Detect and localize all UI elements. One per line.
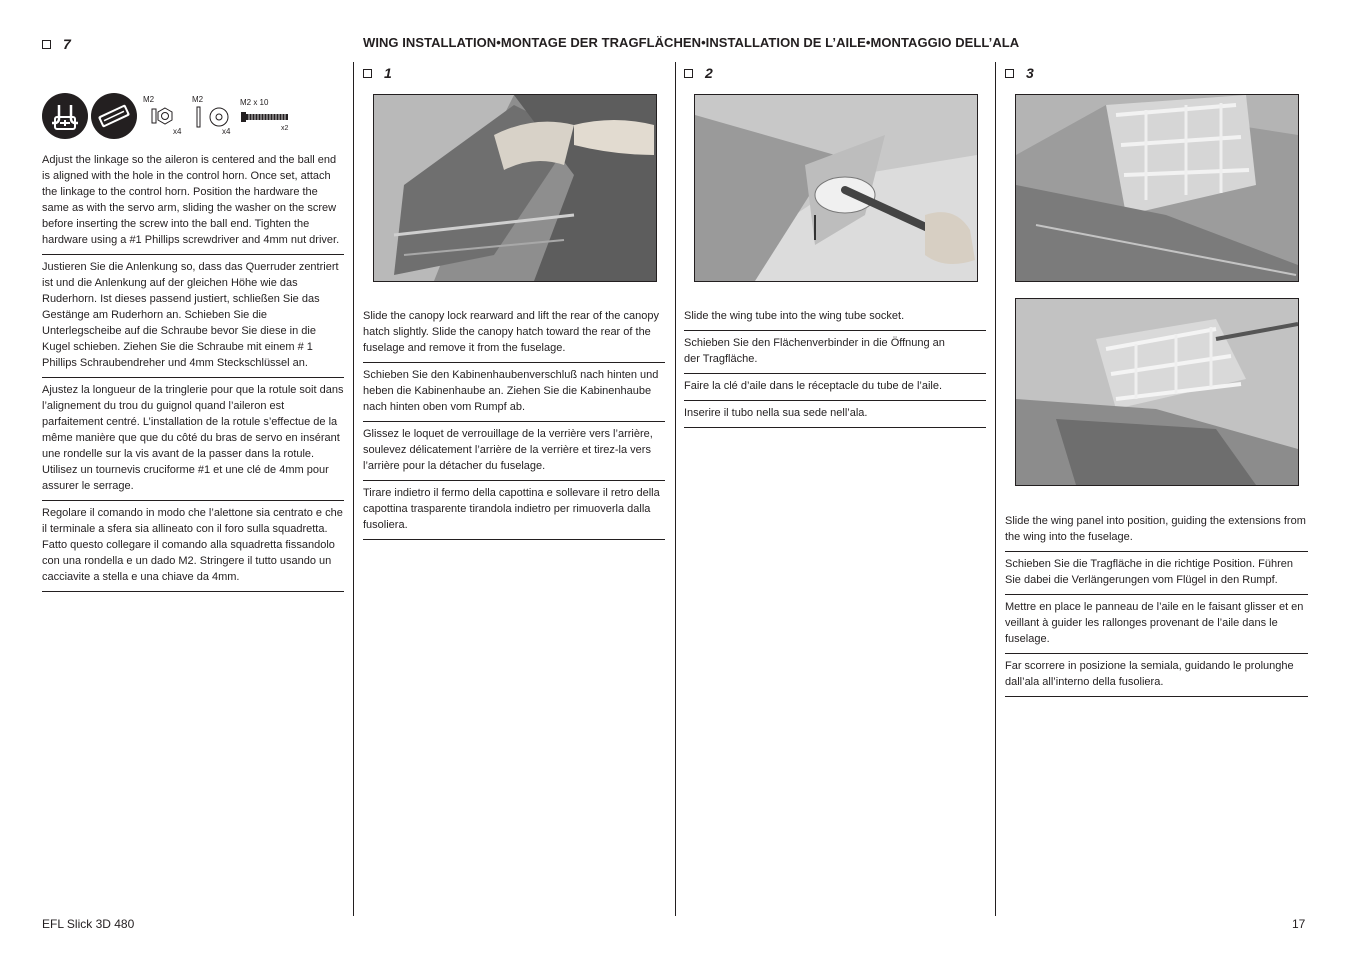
instruction-en: Slide the wing tube into the wing tube socket. xyxy=(684,308,986,331)
instruction-fr: Mettre en place le panneau de l’aile en le faisant glisser et en veillant à guider les rallonges provenant de l’aile dans le fuselage. xyxy=(1005,595,1308,654)
instruction-fr: Glissez le loquet de verrouillage de la verrière vers l’arrière, soulevez délicatement l’arrière de la verrière et tirez-la vers l’arrière pour la détacher du fuselage. xyxy=(363,422,665,481)
step-3-heading xyxy=(1005,65,1034,81)
instruction-en: Slide the canopy lock rearward and lift the rear of the canopy hatch slightly. Slide the canopy hatch toward the rear of the fuselage and remove it from the fuselage. xyxy=(363,308,665,363)
step-3-text xyxy=(1005,513,1308,697)
instruction-fr: Ajustez la longueur de la tringlerie pour que la rotule soit dans l’alignement du trou du guignol quand l’aileron est parfaitement centré. L’installation de la rotule s’effectue de la même manière que que du côté du bras de servo en insérant une rondelle sur la vis avant de la passer dans la rotule. Utilisez un tournevis cruciforme #1 et une clé de 4mm pour assurer le serrage. xyxy=(42,378,344,501)
step-1-text xyxy=(363,308,665,540)
step-1-heading xyxy=(363,65,392,81)
step-checkbox[interactable] xyxy=(1005,69,1014,78)
step-2-photo xyxy=(694,94,978,282)
step-checkbox[interactable] xyxy=(684,69,693,78)
screw-size-label: M2 x 10 xyxy=(240,98,269,107)
instruction-en: Adjust the linkage so the aileron is centered and the ball end is aligned with the hole in the control horn. Once set, attach the linkage to the control horn. Position the hardware the same as with the servo arm, sliding the washer on the screw before inserting the screw into the ball end. Tighten the hardware using a #1 Phillips screwdriver and 4mm nut driver. xyxy=(42,152,344,255)
step-number: 3 xyxy=(1026,65,1034,81)
step-checkbox[interactable] xyxy=(363,69,372,78)
column-divider xyxy=(353,62,354,916)
washer-qty-label: x4 xyxy=(222,127,231,136)
washer-size-label: M2 xyxy=(192,95,204,104)
instruction-it: Regolare il comando in modo che l’alettone sia centrato e che il terminale a sfera sia allineato con il foro sulla squadretta. Fatto questo collegare il comando alla squadretta fissandolo con una rondella e un dado M2. Stringere il tutto usando un cacciavite a stella e una chiave da 4mm. xyxy=(42,501,344,592)
step-checkbox[interactable] xyxy=(42,40,51,49)
instruction-it: Far scorrere in posizione la semiala, guidando le prolunghe dall’ala all’interno della fusoliera. xyxy=(1005,654,1308,697)
phillips-screwdriver-icon xyxy=(42,93,88,139)
instruction-de: Schieben Sie die Tragfläche in die richtige Position. Führen Sie dabei die Verlängerungen vom Flügel in den Rumpf. xyxy=(1005,552,1308,595)
column-divider xyxy=(675,62,676,916)
footer-model-name: EFL Slick 3D 480 xyxy=(42,917,135,931)
nut-driver-icon xyxy=(91,93,137,139)
instruction-it: Inserire il tubo nella sua sede nell’ala. xyxy=(684,401,986,428)
instruction-de: Justieren Sie die Anlenkung so, dass das Querruder zentriert ist und die Anlenkung auf der gleichen Höhe wie das Ruderhorn. Ist dieses passend justiert, schließen Sie das Gestänge am Ruderhorn an. Schieben Sie die Unterlegscheibe auf die Schraube bevor Sie diese in die Kugel schieben. Ziehen Sie die Schraube mit einem # 1 Phillips Schraubendreher und 4mm Steckschlüssel an. xyxy=(42,255,344,378)
page-number: 17 xyxy=(1292,917,1306,931)
instruction-en: Slide the wing panel into position, guiding the extensions from the wing into the fuselage. xyxy=(1005,513,1308,552)
screw-qty-label: x2 xyxy=(281,125,289,132)
step-2-text xyxy=(684,308,986,428)
instruction-de: Schieben Sie den Kabinenhaubenverschluß nach hinten und heben die Kabinenhaube an. Ziehen Sie die Kabinenhaube nach hinten oben vom Rumpf ab. xyxy=(363,363,665,422)
instruction-it: Tirare indietro il fermo della capottina e sollevare il retro della capottina trasparente tirandola indietro per rimuoverla dalla fusoliera. xyxy=(363,481,665,540)
step-2-heading xyxy=(684,65,713,81)
nut-qty-label: x4 xyxy=(173,127,182,136)
instruction-fr: Faire la clé d’aile dans le réceptacle du tube de l’aile. xyxy=(684,374,986,401)
step-number: 2 xyxy=(705,65,713,81)
section-title: WING INSTALLATION•MONTAGE DER TRAGFLÄCHEN•INSTALLATION DE L’AILE•MONTAGGIO DELL’ALA xyxy=(363,35,1020,50)
step-1-photo xyxy=(373,94,657,282)
step-3-photo-a xyxy=(1015,94,1299,282)
step-number: 1 xyxy=(384,65,392,81)
column-divider xyxy=(995,62,996,916)
step-number: 7 xyxy=(63,36,71,52)
step-7-heading xyxy=(42,36,71,52)
instruction-de: Schieben Sie den Flächenverbinder in die Öffnung an der Tragfläche. xyxy=(684,331,986,374)
step-7-text xyxy=(42,152,344,592)
step-3-photo-b xyxy=(1015,298,1299,486)
nut-size-label: M2 xyxy=(143,95,155,104)
